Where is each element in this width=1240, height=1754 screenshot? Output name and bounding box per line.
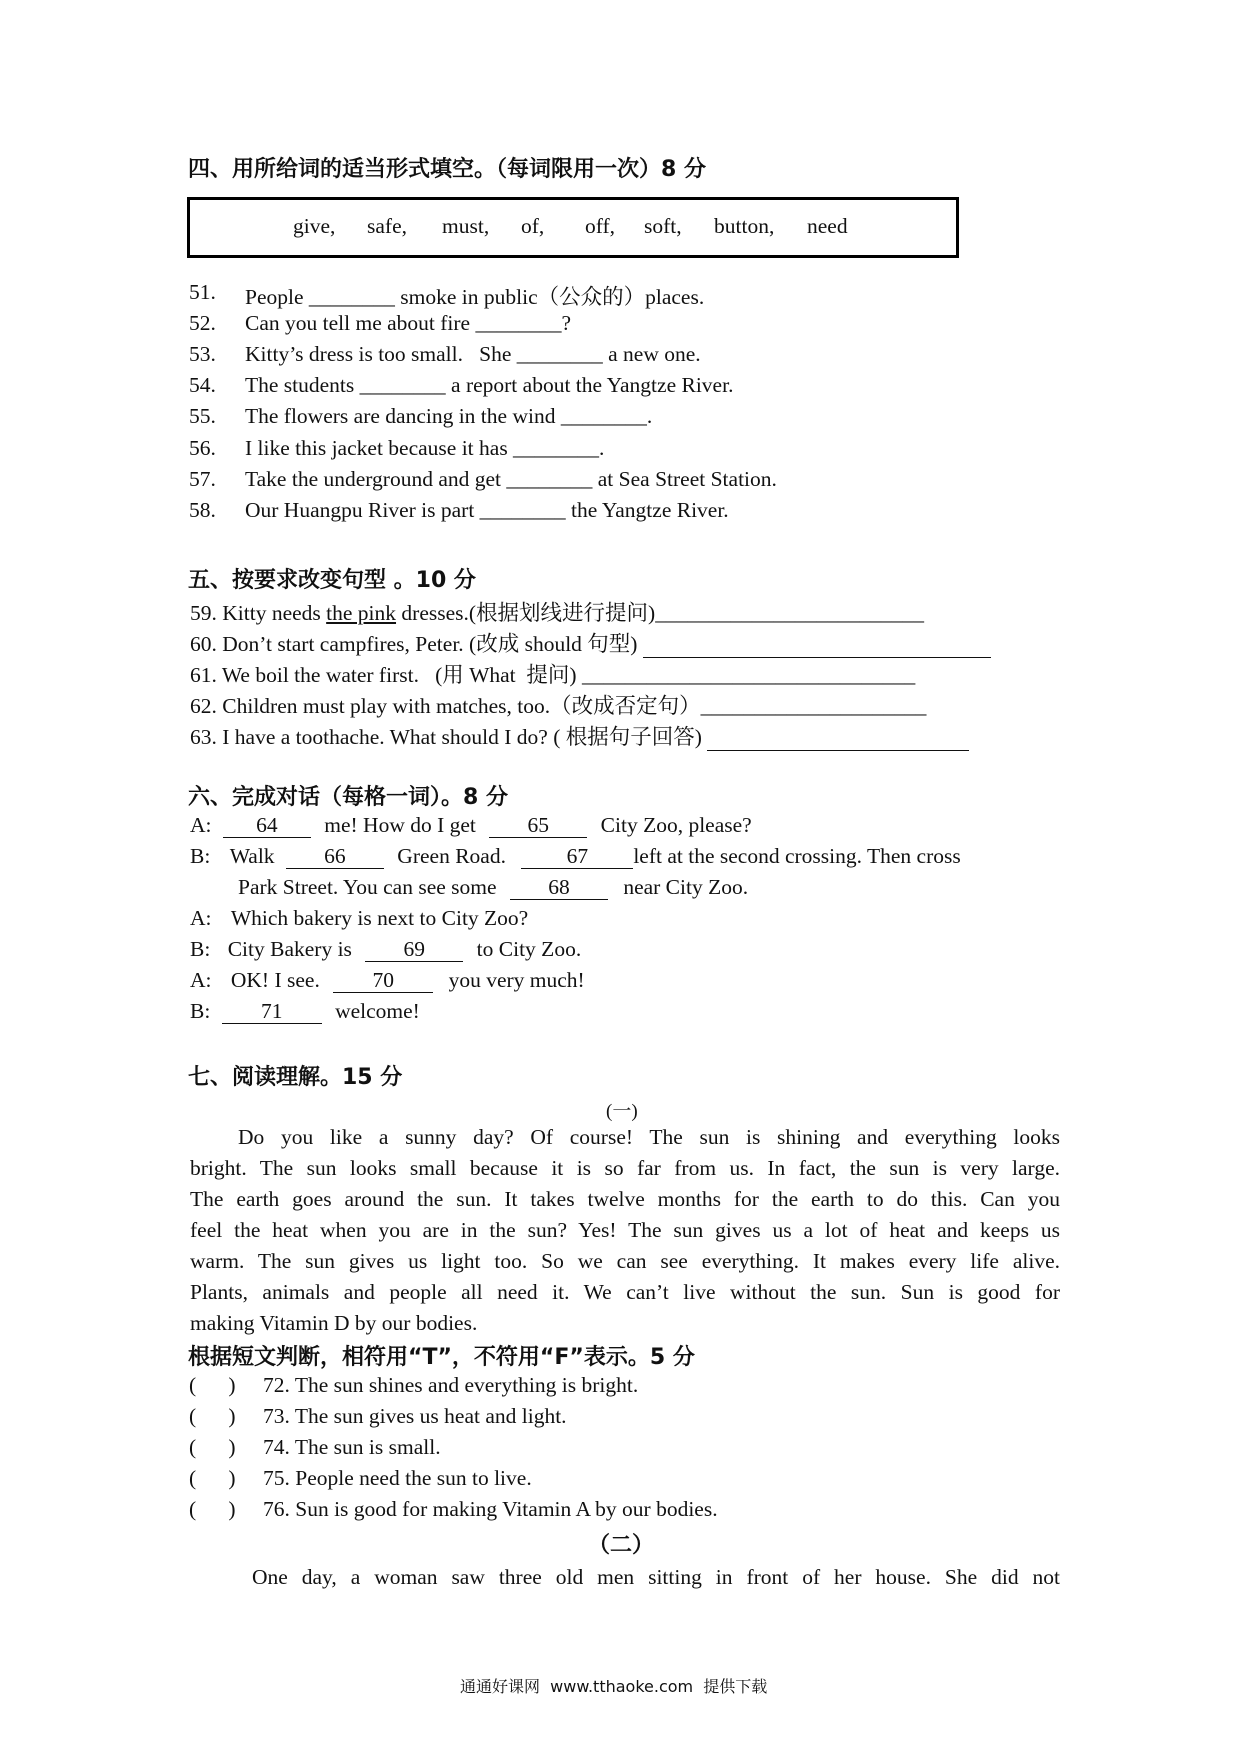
word-bank-word: need bbox=[807, 214, 848, 238]
item-number: 56. bbox=[189, 436, 216, 460]
dialogue-line-4 bbox=[190, 906, 528, 931]
part2-label: （二） bbox=[588, 1533, 655, 1558]
dialogue-text: you very much! bbox=[448, 968, 585, 992]
dialogue-line-5 bbox=[190, 937, 581, 962]
passage1-line: The earth goes around the sun. It takes twelve months for the earth to do this. Can you bbox=[190, 1187, 1060, 1211]
item-text: Can you tell me about fire ________? bbox=[245, 311, 572, 335]
tf-item-text: 73. The sun gives us heat and light. bbox=[263, 1404, 567, 1428]
item-text: The flowers are dancing in the wind ________. bbox=[245, 404, 653, 428]
word-bank-word: button, bbox=[714, 214, 775, 238]
blank-69: 69 bbox=[365, 938, 463, 962]
dialogue-text: Which bakery is next to City Zoo? bbox=[230, 906, 529, 930]
passage1-line: Do you like a sunny day? Of course! The sun is shining and everything looks bbox=[238, 1125, 1060, 1149]
word-bank-word: soft, bbox=[644, 214, 682, 238]
q59-underlined: the pink bbox=[326, 601, 397, 625]
part1-label: (一) bbox=[606, 1101, 638, 1122]
q60-text: 60. Don’t start campfires, Peter. (改成 should 句型) bbox=[190, 632, 638, 656]
dialogue-text: to City Zoo. bbox=[476, 937, 582, 961]
item-number: 57. bbox=[189, 467, 216, 491]
item-text: Take the underground and get ________ at Sea Street Station. bbox=[245, 467, 777, 491]
item-text: People ________ smoke in public（公众的）places. bbox=[245, 285, 705, 309]
speaker-label: A: bbox=[190, 813, 212, 837]
passage1-line: warm. The sun gives us light too. So we can see everything. It makes every life alive. bbox=[190, 1249, 1060, 1273]
question-60 bbox=[190, 627, 991, 658]
word-bank-box bbox=[187, 197, 959, 258]
tf-heading: 根据短文判断，相符用“T”，不符用“F”表示。5 分 bbox=[188, 1345, 695, 1370]
word-bank-word: give, bbox=[293, 214, 336, 238]
dialogue-text: Green Road. bbox=[397, 844, 506, 868]
answer-blank bbox=[643, 635, 991, 658]
q59-post: dresses.(根据划线进行提问)_________________________ bbox=[396, 601, 924, 625]
blank-68: 68 bbox=[510, 876, 608, 900]
tf-item-text: 76. Sun is good for making Vitamin A by our bodies. bbox=[263, 1497, 718, 1521]
q59-pre: 59. Kitty needs bbox=[190, 601, 327, 625]
item-text: The students ________ a report about the Yangtze River. bbox=[245, 373, 734, 397]
dialogue-text: Park Street. You can see some bbox=[238, 875, 497, 899]
blank-64: 64 bbox=[223, 814, 311, 838]
speaker-label: A: bbox=[190, 906, 212, 930]
passage1-line: bright. The sun looks small because it is so far from us. In fact, the sun is very large. bbox=[190, 1156, 1060, 1180]
word-bank-word: off, bbox=[585, 214, 616, 238]
dialogue-line-3 bbox=[238, 875, 748, 900]
tf-item-text: 75. People need the sun to live. bbox=[263, 1466, 532, 1490]
dialogue-line-6 bbox=[190, 968, 585, 993]
section6-heading: 六、完成对话（每格一词）。8 分 bbox=[188, 785, 508, 810]
dialogue-text: Walk bbox=[229, 844, 275, 868]
item-text: Kitty’s dress is too small. She ________ a new one. bbox=[245, 342, 701, 366]
tf-item-text: 74. The sun is small. bbox=[263, 1435, 441, 1459]
dialogue-text: near City Zoo. bbox=[623, 875, 749, 899]
word-bank-word: must, bbox=[442, 214, 490, 238]
passage1-line: making Vitamin D by our bodies. bbox=[190, 1311, 478, 1335]
item-text: Our Huangpu River is part ________ the Yangtze River. bbox=[245, 498, 729, 522]
passage2-line: One day, a woman saw three old men sitting in front of her house. She did not bbox=[252, 1565, 1060, 1589]
answer-paren: ( ) bbox=[189, 1497, 236, 1521]
dialogue-text: City Bakery is bbox=[227, 937, 352, 961]
item-number: 54. bbox=[189, 373, 216, 397]
dialogue-text: me! How do I get bbox=[324, 813, 476, 837]
section5-heading: 五、按要求改变句型 。10 分 bbox=[188, 568, 476, 593]
tf-item-text: 72. The sun shines and everything is bright. bbox=[263, 1373, 639, 1397]
dialogue-text: left at the second crossing. Then cross bbox=[633, 844, 961, 868]
answer-paren: ( ) bbox=[189, 1404, 236, 1428]
blank-65: 65 bbox=[489, 814, 587, 838]
dialogue-text: welcome! bbox=[335, 999, 420, 1023]
dialogue-text: City Zoo, please? bbox=[600, 813, 752, 837]
passage1-line: feel the heat when you are in the sun? Yes! The sun gives us a lot of heat and keeps us bbox=[190, 1218, 1060, 1242]
question-62: 62. Children must play with matches, too.（改成否定句）_____________________ bbox=[190, 694, 927, 718]
answer-paren: ( ) bbox=[189, 1373, 236, 1397]
item-number: 52. bbox=[189, 311, 216, 335]
speaker-label: B: bbox=[190, 999, 211, 1023]
dialogue-line-1 bbox=[190, 813, 752, 838]
q63-text: 63. I have a toothache. What should I do? ( 根据句子回答) bbox=[190, 725, 702, 749]
speaker-label: B: bbox=[190, 844, 211, 868]
dialogue-line-2 bbox=[190, 844, 961, 869]
passage1-line: Plants, animals and people all need it. We can’t live without the sun. Sun is good for bbox=[190, 1280, 1060, 1304]
answer-blank bbox=[707, 728, 969, 751]
item-number: 58. bbox=[189, 498, 216, 522]
item-number: 53. bbox=[189, 342, 216, 366]
item-text: I like this jacket because it has ________. bbox=[245, 436, 605, 460]
speaker-label: A: bbox=[190, 968, 212, 992]
blank-67: 67 bbox=[521, 845, 633, 869]
blank-66: 66 bbox=[286, 845, 384, 869]
blank-70: 70 bbox=[333, 969, 433, 993]
footer-text: 通通好课网 www.tthaoke.com 提供下载 bbox=[460, 1677, 768, 1696]
question-63 bbox=[190, 720, 969, 751]
question-59 bbox=[190, 596, 924, 627]
speaker-label: B: bbox=[190, 937, 211, 961]
question-61: 61. We boil the water first. (用 What 提问) _______________________________ bbox=[190, 663, 916, 687]
section4-heading: 四、用所给词的适当形式填空。（每词限用一次）8 分 bbox=[188, 157, 706, 182]
word-bank-word: safe, bbox=[367, 214, 407, 238]
section7-heading: 七、阅读理解。15 分 bbox=[188, 1065, 403, 1090]
word-bank-word: of, bbox=[521, 214, 545, 238]
dialogue-text: OK! I see. bbox=[230, 968, 320, 992]
dialogue-line-7 bbox=[190, 999, 420, 1024]
item-number: 51. bbox=[189, 280, 216, 304]
answer-paren: ( ) bbox=[189, 1466, 236, 1490]
item-number: 55. bbox=[189, 404, 216, 428]
blank-71: 71 bbox=[222, 1000, 322, 1024]
answer-paren: ( ) bbox=[189, 1435, 236, 1459]
